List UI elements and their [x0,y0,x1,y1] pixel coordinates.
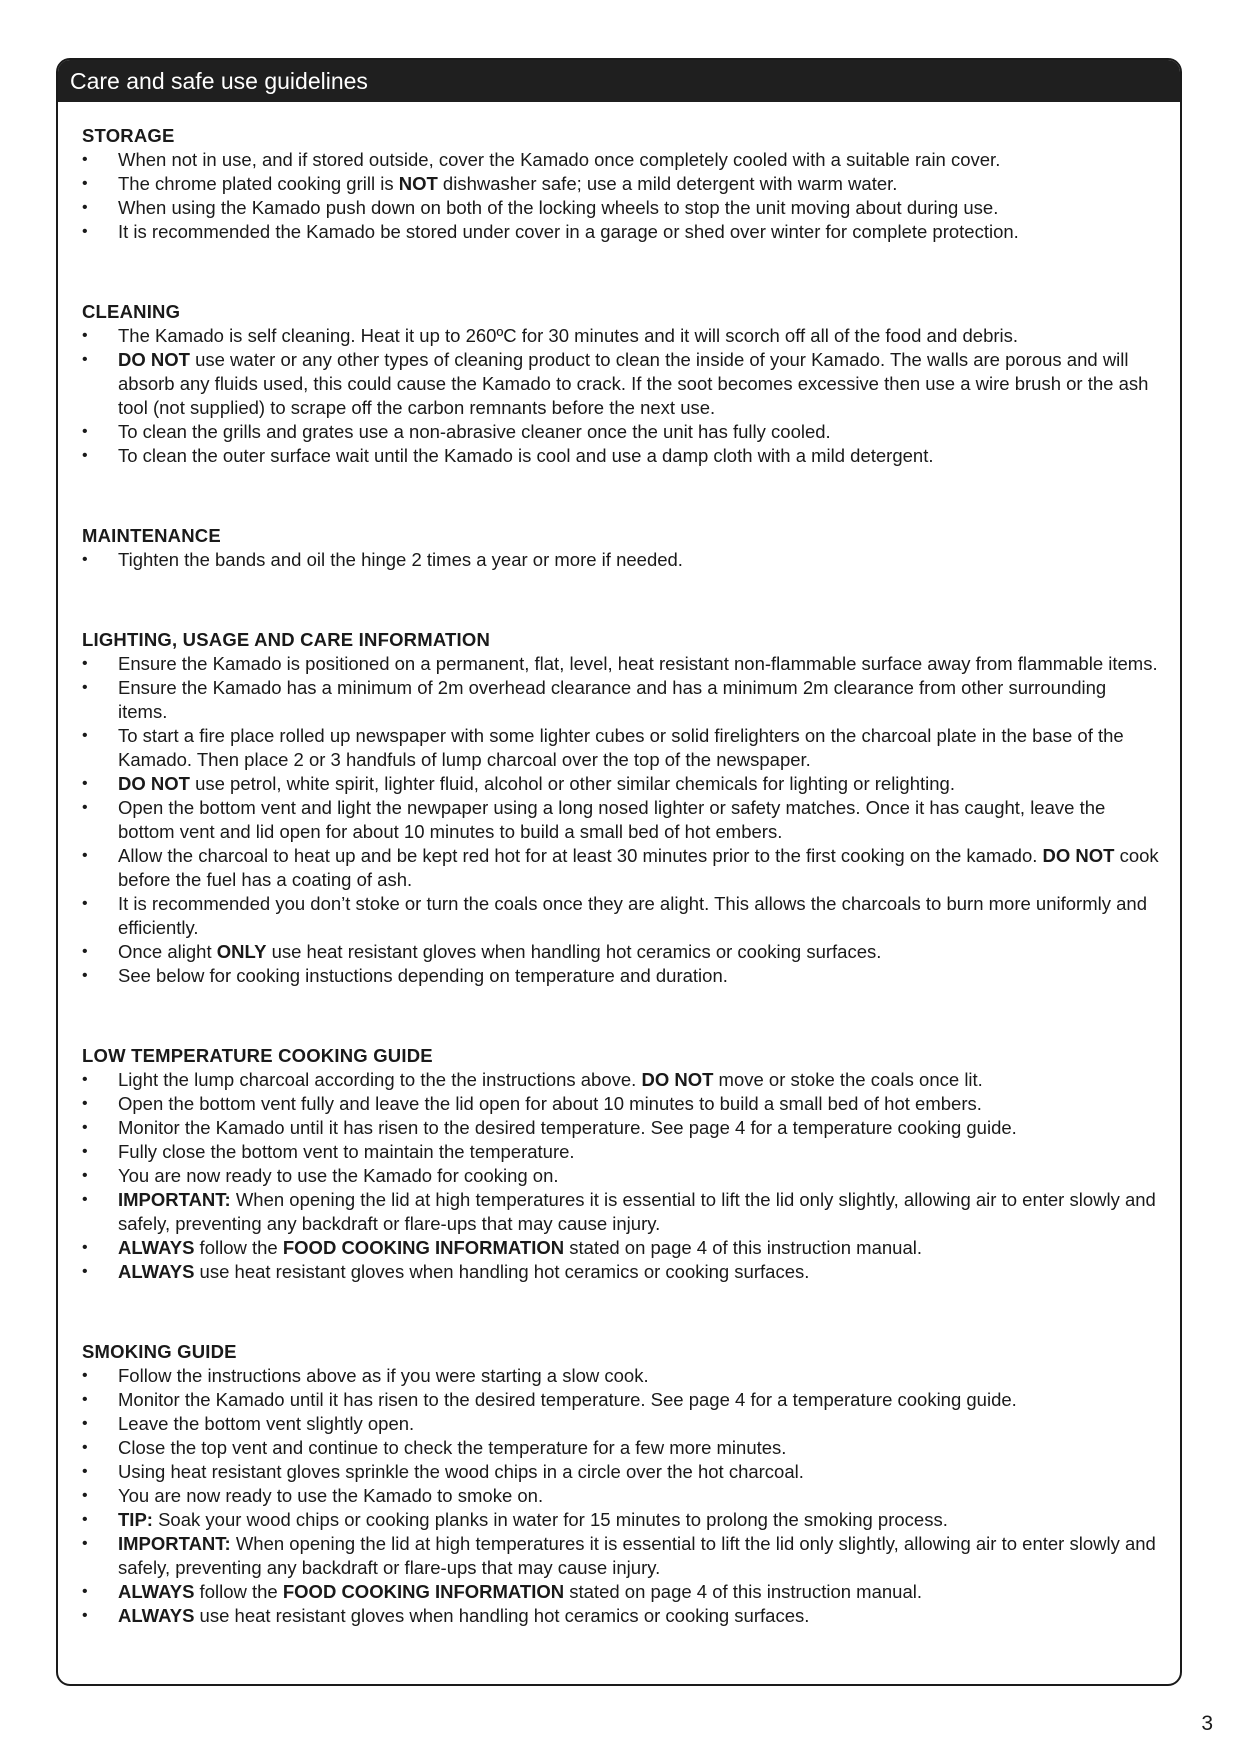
bullet-item [82,1140,1160,1164]
body-text: Allow the charcoal to heat up and be kept red hot for at least 30 minutes prior to the first cooking on the kamado. [118,845,1043,866]
bullet-item [82,1532,1160,1580]
section-low-temperature-cooking-guide [82,1044,1160,1284]
section-heading: STORAGE [82,125,175,146]
emphasis-text: IMPORTANT: [118,1189,231,1210]
bullet-item [82,844,1160,892]
body-text: It is recommended you don’t stoke or turn the coals once they are alight. This allows the charcoals to burn more uniformly and efficiently. [118,893,1147,938]
section-heading: LOW TEMPERATURE COOKING GUIDE [82,1045,433,1066]
body-text: It is recommended the Kamado be stored under cover in a garage or shed over winter for complete protection. [118,221,1019,242]
bullet-item [82,220,1160,244]
bullet-item [82,724,1160,772]
body-text: cook before the fuel has a coating of ash. [118,845,1159,890]
body-text: Soak your wood chips or cooking planks in water for 15 minutes to prolong the smoking process. [152,1509,948,1530]
body-text: You are now ready to use the Kamado for cooking on. [118,1165,559,1186]
emphasis-text: ALWAYS [118,1605,195,1626]
body-text: Ensure the Kamado has a minimum of 2m overhead clearance and has a minimum 2m clearance from other surrounding items. [118,677,1107,722]
body-text: Using heat resistant gloves sprinkle the wood chips in a circle over the hot charcoal. [118,1461,804,1482]
body-text: To start a fire place rolled up newspaper with some lighter cubes or solid firelighters on the charcoal plate in the base of the Kamado. Then place 2 or 3 handfuls of lump charcoal over the top of the newspaper. [118,725,1124,770]
page-number: 3 [1201,1712,1213,1735]
emphasis-text: ALWAYS [118,1237,195,1258]
body-text: stated on page 4 of this instruction manual. [564,1581,922,1602]
bullet-item [82,1388,1160,1412]
body-text: move or stoke the coals once lit. [713,1069,983,1090]
bullet-item [82,1580,1160,1604]
emphasis-text: ALWAYS [118,1581,195,1602]
body-text: dishwasher safe; use a mild detergent with warm water. [437,173,898,194]
bullet-item [82,1364,1160,1388]
bullet-item [82,1164,1160,1188]
bullet-item [82,652,1160,676]
body-text: Ensure the Kamado is positioned on a permanent, flat, level, heat resistant non-flammable surface away from flammable items. [118,653,1158,674]
body-text: use heat resistant gloves when handling hot ceramics or cooking surfaces. [194,1605,810,1626]
body-text: Once alight [118,941,217,962]
bullet-item [82,1116,1160,1140]
body-text: When opening the lid at high temperatures it is essential to lift the lid only slightly, allowing air to enter slowly and safely, preventing any backdraft or flare-ups that may cause injury. [118,1189,1156,1234]
emphasis-text: DO NOT [118,349,190,370]
body-text: To clean the outer surface wait until the Kamado is cool and use a damp cloth with a mild detergent. [118,445,934,466]
body-text: Fully close the bottom vent to maintain the temperature. [118,1141,575,1162]
body-text: use heat resistant gloves when handling hot ceramics or cooking surfaces. [194,1261,810,1282]
body-text: When opening the lid at high temperatures it is essential to lift the lid only slightly, allowing air to enter slowly and safely, preventing any backdraft or flare-ups that may cause injury. [118,1533,1156,1578]
bullet-item [82,420,1160,444]
emphasis-text: FOOD COOKING INFORMATION [282,1581,565,1602]
panel-title: Care and safe use guidelines [70,68,368,94]
bullet-item [82,1092,1160,1116]
bullet-item [82,324,1160,348]
panel-header [58,60,1180,102]
bullet-list [82,548,1160,572]
body-text: You are now ready to use the Kamado to smoke on. [118,1485,544,1506]
body-text: Open the bottom vent and light the newpaper using a long nosed lighter or safety matches. Once it has caught, leave the bottom vent and lid open for about 10 minutes to build a small bed of hot embers. [118,797,1106,842]
body-text: Tighten the bands and oil the hinge 2 times a year or more if needed. [118,549,683,570]
emphasis-text: TIP: [118,1509,153,1530]
bullet-item [82,772,1160,796]
body-text: use water or any other types of cleaning product to clean the inside of your Kamado. The walls are porous and will absorb any fluids used, this could cause the Kamado to crack. If the soot becomes excessive then use a wire brush or the ash tool (not supplied) to scrape off the carbon remnants before the next use. [118,349,1149,418]
body-text: follow the [194,1581,283,1602]
section-heading: MAINTENANCE [82,525,221,546]
bullet-item [82,1412,1160,1436]
body-text: Monitor the Kamado until it has risen to the desired temperature. See page 4 for a temperature cooking guide. [118,1389,1017,1410]
bullet-item [82,940,1160,964]
bullet-item [82,196,1160,220]
bullet-item [82,1508,1160,1532]
emphasis-text: IMPORTANT: [118,1533,231,1554]
bullet-item [82,676,1160,724]
bullet-item [82,1236,1160,1260]
bullet-list [82,652,1160,988]
bullet-list [82,324,1160,468]
body-text: Light the lump charcoal according to the the instructions above. [118,1069,642,1090]
emphasis-text: NOT [398,173,438,194]
section-cleaning [82,300,1160,468]
bullet-item [82,348,1160,420]
section-heading: LIGHTING, USAGE AND CARE INFORMATION [82,629,491,650]
body-text: To clean the grills and grates use a non-abrasive cleaner once the unit has fully cooled. [118,421,831,442]
body-text: Follow the instructions above as if you were starting a slow cook. [118,1365,649,1386]
bullet-item [82,444,1160,468]
body-text: Close the top vent and continue to check the temperature for a few more minutes. [118,1437,787,1458]
body-text: stated on page 4 of this instruction manual. [564,1237,922,1258]
bullet-item [82,892,1160,940]
guidelines-panel [56,58,1182,1686]
body-text: follow the [194,1237,283,1258]
bullet-list [82,1364,1160,1628]
emphasis-text: DO NOT [1042,845,1115,866]
bullet-list [82,1068,1160,1284]
emphasis-text: DO NOT [118,773,190,794]
body-text: Monitor the Kamado until it has risen to the desired temperature. See page 4 for a temperature cooking guide. [118,1117,1017,1138]
bullet-item [82,1436,1160,1460]
emphasis-text: DO NOT [641,1069,714,1090]
bullet-item [82,548,1160,572]
emphasis-text: ALWAYS [118,1261,195,1282]
bullet-item [82,1260,1160,1284]
bullet-item [82,964,1160,988]
section-heading: CLEANING [82,301,181,322]
bullet-item [82,1188,1160,1236]
body-text: The Kamado is self cleaning. Heat it up to 260ºC for 30 minutes and it will scorch off all of the food and debris. [118,325,1019,346]
bullet-item [82,796,1160,844]
body-text: Leave the bottom vent slightly open. [118,1413,415,1434]
body-text: The chrome plated cooking grill is [118,173,399,194]
bullet-list [82,148,1160,244]
guidelines-content [82,124,1160,1684]
bullet-item [82,1460,1160,1484]
body-text: See below for cooking instuctions depending on temperature and duration. [118,965,728,986]
bullet-item [82,1484,1160,1508]
emphasis-text: FOOD COOKING INFORMATION [282,1237,565,1258]
bullet-item [82,1604,1160,1628]
bullet-item [82,148,1160,172]
section-heading: SMOKING GUIDE [82,1341,237,1362]
emphasis-text: ONLY [216,941,267,962]
body-text: use petrol, white spirit, lighter fluid, alcohol or other similar chemicals for lighting or relighting. [189,773,955,794]
bullet-item [82,1068,1160,1092]
body-text: When not in use, and if stored outside, cover the Kamado once completely cooled with a suitable rain cover. [118,149,1001,170]
section-maintenance [82,524,1160,572]
body-text: use heat resistant gloves when handling hot ceramics or cooking surfaces. [266,941,882,962]
body-text: Open the bottom vent fully and leave the lid open for about 10 minutes to build a small bed of hot embers. [118,1093,982,1114]
section-smoking-guide [82,1340,1160,1628]
bullet-item [82,172,1160,196]
body-text: When using the Kamado push down on both of the locking wheels to stop the unit moving about during use. [118,197,999,218]
section-lighting-usage-and-care-information [82,628,1160,988]
section-storage [82,124,1160,244]
